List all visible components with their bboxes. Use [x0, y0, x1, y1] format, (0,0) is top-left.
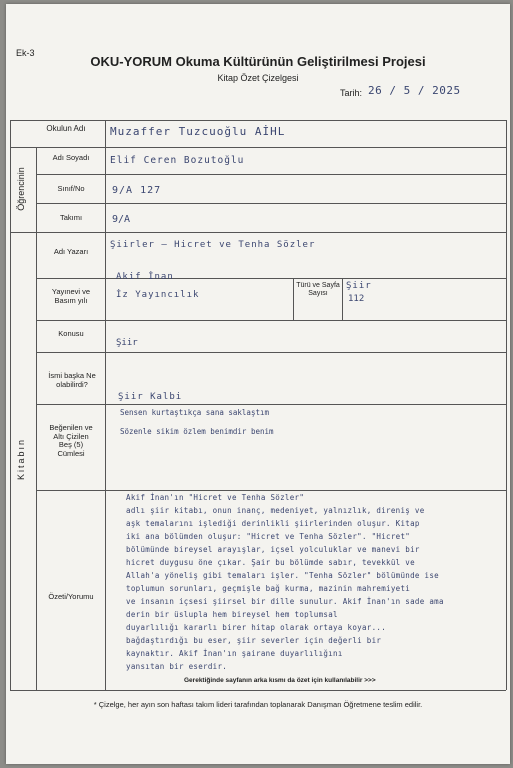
topic-label: Konusu: [58, 329, 84, 338]
author-value: Akif İnan: [116, 272, 174, 282]
summary-line: bölümünde bireysel arayışlar, içsel yolculuklar ve manevi bir: [126, 545, 420, 554]
publisher-value: İz Yayıncılık: [116, 290, 200, 300]
team-value: 9/A: [112, 214, 131, 225]
topic-value: Şiir: [116, 338, 138, 348]
form-sheet: [6, 4, 510, 764]
class-value: 9/A 127: [112, 185, 162, 196]
genre-label: Türü ve Sayfa Sayısı: [296, 282, 340, 298]
school-label: Okulun Adı: [46, 124, 86, 133]
summary-line: Allah'a yöneliş gibi temaları işler. "Tenha Sözler" bölümünde ise: [126, 571, 439, 580]
form-code: Ek-3: [16, 48, 35, 58]
quote-line-1: Sensen kurtaştıkça sana saklaştım: [120, 408, 270, 417]
name-label: Adı Soyadı: [52, 153, 90, 162]
quotes-label: Beğenilen ve Altı Çizilen Beş (5) Cümlesi: [49, 423, 93, 458]
summary-line: adlı şiir kitabı, onun inanç, medeniyet, yalnızlık, direniş ve: [126, 506, 425, 515]
form-subtitle: Kitap Özet Çizelgesi: [217, 73, 299, 83]
summary-line: bağdaştırdığı bu eser, şiir severler için değerli bir: [126, 636, 382, 645]
date-label: Tarih:: [340, 88, 363, 98]
summary-line: yansıtan bir eserdir.: [126, 662, 228, 671]
summary-line: ve insanın içsesi şiirsel bir dille sunulur. Akif İnan'ın sade ama: [126, 597, 444, 606]
book-section-label: Kitabın: [16, 437, 26, 481]
summary-line: hicret duygusu öne çıkar. Şair bu bölümde sabır, tevekkül ve: [126, 558, 415, 567]
summary-line: toplumun sorunları, geçmişle bağ kurma, mazinin mahremiyeti: [126, 584, 411, 593]
pages-value: 112: [348, 294, 365, 304]
summary-line: iki ana bölümden oluşur: "Hicret ve Tenha Sözler". "Hicret": [126, 532, 411, 541]
alt-name-label: İsmi başka Ne olabilirdi?: [48, 371, 96, 389]
quote-line-2: Sözenle sikim özlem benimdir benim: [120, 427, 274, 436]
summary-line: duyarlılığı kararlı birer hitap olarak ortaya koyar...: [126, 623, 387, 632]
book-title-value: Şiirler – Hicret ve Tenha Sözler: [110, 240, 316, 250]
book-title-label: Adı Yazarı: [53, 247, 89, 256]
overflow-note: Gerektiğinde sayfanın arka kısmı da özet için kullanılabilir >>>: [184, 677, 376, 684]
summary-line: derin bir üslupla hem bireysel hem toplumsal: [126, 610, 338, 619]
class-label: Sınıf/No: [57, 184, 85, 193]
student-section-label: Öğrencinin: [16, 167, 26, 211]
summary-line: aşk temalarını işlediği derinlikli şiirlerinden oluşur. Kitap: [126, 519, 420, 528]
publisher-label: Yayınevi ve Basım yılı: [51, 287, 91, 305]
footer-note: * Çizelge, her ayın son haftası takım lideri tarafından toplanarak Danışman Öğretmene teslim edilir.: [93, 700, 423, 709]
school-value: Muzaffer Tuzcuoğlu AİHL: [110, 125, 286, 138]
name-value: Elif Ceren Bozutoğlu: [110, 155, 245, 166]
alt-name-value: Şiir Kalbi: [118, 392, 183, 402]
genre-value: Şiir: [346, 281, 372, 291]
team-label: Takımı: [59, 213, 83, 222]
summary-label: Özeti/Yorumu: [48, 592, 94, 601]
summary-line: Akif İnan'ın "Hicret ve Tenha Sözler": [126, 493, 305, 502]
date-value: 26 / 5 / 2025: [368, 84, 461, 97]
summary-line: kaynaktır. Akif İnan'ın şairane duyarlılığını: [126, 649, 343, 658]
form-title: OKU-YORUM Okuma Kültürünün Geliştirilmesi Projesi: [90, 54, 426, 69]
